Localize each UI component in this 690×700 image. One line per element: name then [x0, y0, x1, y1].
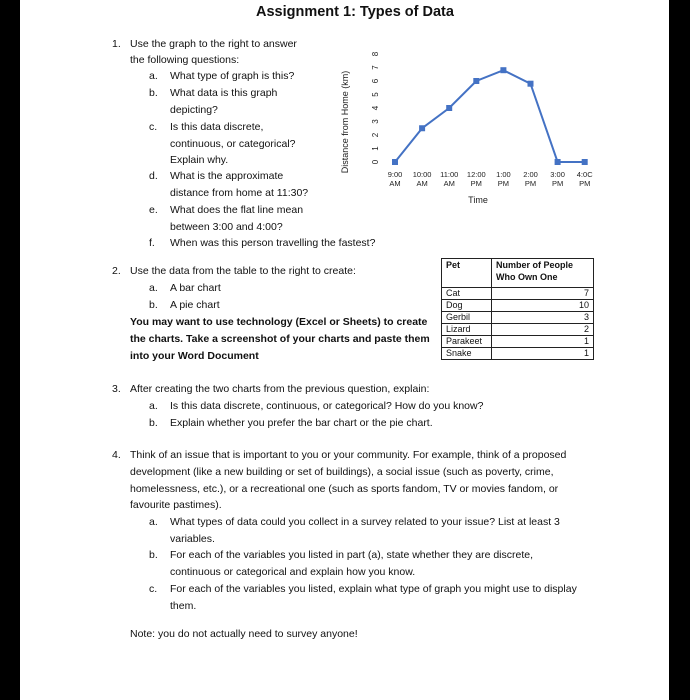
q4-number: 4. [112, 449, 121, 461]
q4-line-4: favourite pastimes). [130, 499, 222, 511]
q2-bold-line-1: You may want to use technology (Excel or Sheets) to create [130, 316, 428, 328]
y-tick-label: 0 [371, 159, 380, 165]
distance-time-line-chart [320, 40, 600, 215]
data-point-marker [555, 159, 561, 165]
q1-item-d-text-2: distance from home at 11:30? [170, 187, 309, 199]
data-point-marker [419, 125, 425, 131]
pet-name: Lizard [442, 324, 492, 336]
q3-item-a-letter: a. [149, 400, 158, 412]
pet-count: 2 [492, 324, 594, 336]
q2-item-b-text: A pie chart [170, 299, 220, 311]
q4-item-c-text-2: them. [170, 600, 197, 612]
pet-count: 1 [492, 336, 594, 348]
pet-count: 10 [492, 300, 594, 312]
q4-item-c-letter: c. [149, 583, 158, 595]
q2-bold-line-3: into your Word Document [130, 350, 259, 362]
data-point-marker [500, 67, 506, 73]
y-tick-label: 2 [371, 132, 380, 138]
q4-item-c-text: For each of the variables you listed, explain what type of graph you might use to display [170, 583, 577, 595]
q3-intro: After creating the two charts from the previous question, explain: [130, 383, 430, 395]
table-header-row [442, 259, 594, 288]
pet-name: Dog [442, 300, 492, 312]
pet-name: Snake [442, 348, 492, 360]
x-tick-label: AM [389, 179, 401, 188]
table-row [442, 288, 594, 300]
y-tick-label: 6 [371, 78, 380, 84]
q1-intro-line-1: Use the graph to the right to answer [130, 38, 297, 50]
x-tick-label: 11:00 [440, 170, 459, 179]
q1-item-f-text: When was this person travelling the fastest? [170, 237, 376, 249]
pet-ownership-table [441, 258, 594, 360]
data-point-marker [528, 81, 534, 87]
q4-item-a-text-2: variables. [170, 533, 215, 545]
x-tick-label: PM [470, 179, 482, 188]
q1-number: 1. [112, 38, 121, 50]
q4-item-a-text: What types of data could you collect in a survey related to your issue? List at least 3 [170, 516, 560, 528]
y-axis-label: Distance from Home (km) [340, 70, 350, 174]
pet-count: 3 [492, 312, 594, 324]
y-tick-label: 7 [371, 65, 380, 70]
q1-item-a-text: What type of graph is this? [170, 70, 295, 82]
x-tick-label: PM [497, 179, 510, 188]
pet-count: 1 [492, 348, 594, 360]
x-tick-label: 4:0C [576, 170, 593, 179]
x-tick-label: 12:00 [466, 170, 486, 179]
page-title: Assignment 1: Types of Data [256, 4, 454, 20]
table-row [442, 348, 594, 360]
y-tick-label: 4 [371, 105, 380, 111]
data-point-marker [392, 159, 398, 165]
data-point-marker [582, 159, 588, 165]
right-frame-border [669, 0, 690, 700]
pet-name: Parakeet [442, 336, 492, 348]
x-tick-label: 3:00 [550, 170, 565, 179]
table-row [442, 336, 594, 348]
q2-bold-line-2: the charts. Take a screenshot of your charts and paste them [130, 333, 430, 345]
table-row [442, 300, 594, 312]
q3-number: 3. [112, 383, 121, 395]
pet-count: 7 [492, 288, 594, 300]
header-number-line-1: Number of People [496, 260, 574, 270]
header-number-line-2: Who Own One [496, 272, 558, 282]
q3-item-a-text: Is this data discrete, continuous, or categorical? How do you know? [170, 400, 484, 412]
x-tick-label: PM [551, 179, 564, 188]
q2-item-b-letter: b. [149, 299, 158, 311]
q1-item-c-text-2: continuous, or categorical? [170, 138, 296, 150]
q2-number: 2. [112, 265, 121, 277]
q1-item-c-text-3: Explain why. [170, 154, 229, 166]
q1-item-d-letter: d. [149, 170, 158, 182]
x-tick-label: 9:00 [387, 170, 403, 179]
x-tick-label: AM [416, 179, 428, 188]
x-tick-label: 10:00 [412, 170, 432, 179]
table-row [442, 324, 594, 336]
x-tick-label: 1:00 [496, 170, 511, 179]
y-tick-label: 5 [371, 92, 380, 97]
q4-note: Note: you do not actually need to survey anyone! [130, 628, 358, 640]
pet-name: Cat [442, 288, 492, 300]
q1-item-b-letter: b. [149, 87, 158, 99]
q4-item-b-text-2: continuous or categorical and explain how you know. [170, 566, 416, 578]
q1-item-b-text: What data is this graph [170, 87, 278, 99]
header-number [492, 259, 594, 288]
q1-intro-line-2: the following questions: [130, 54, 240, 66]
pet-name: Gerbil [442, 312, 492, 324]
y-tick-label: 3 [371, 119, 380, 124]
q4-item-a-letter: a. [149, 516, 158, 528]
table-row [442, 312, 594, 324]
x-tick-label: 2:00 [523, 170, 538, 179]
data-point-marker [446, 105, 452, 111]
q1-item-a-letter: a. [149, 70, 158, 82]
q1-item-f-letter: f. [149, 237, 155, 249]
q2-item-a-text: A bar chart [170, 282, 221, 294]
left-frame-border [0, 0, 20, 700]
q1-item-b-text-2: depicting? [170, 104, 218, 116]
q4-item-b-text: For each of the variables you listed in part (a), state whether they are discrete, [170, 549, 534, 561]
q1-item-e-letter: e. [149, 204, 158, 216]
q4-line-1: Think of an issue that is important to you or your community. For example, think of a proposed [130, 449, 567, 461]
q2-intro: Use the data from the table to the right to create: [130, 265, 356, 277]
q1-item-e-text: What does the flat line mean [170, 204, 304, 216]
x-tick-label: PM [524, 179, 537, 188]
q4-line-2: development (like a new building or set of buildings), a social issue (such as poverty, crime, [130, 466, 554, 478]
x-tick-label: PM [579, 179, 591, 188]
document-page [20, 0, 669, 700]
y-tick-label: 1 [371, 146, 380, 151]
q1-item-e-text-2: between 3:00 and 4:00? [170, 221, 283, 233]
x-axis-label: Time [468, 195, 488, 205]
q4-item-b-letter: b. [149, 549, 158, 561]
q1-item-d-text: What is the approximate [170, 170, 284, 182]
q3-item-b-letter: b. [149, 417, 158, 429]
q3-item-b-text: Explain whether you prefer the bar chart or the pie chart. [170, 417, 433, 429]
series-line [395, 70, 585, 162]
header-pet: Pet [442, 259, 492, 288]
q1-item-c-text: Is this data discrete, [170, 121, 264, 133]
y-tick-label: 8 [371, 51, 380, 57]
q1-item-c-letter: c. [149, 121, 158, 133]
q4-line-3: homelessness, etc.), or a recreational one (such as sports fandom, TV or movies fandom, or [130, 483, 559, 495]
x-tick-label: AM [443, 179, 455, 188]
q2-item-a-letter: a. [149, 282, 158, 294]
data-point-marker [473, 78, 479, 84]
